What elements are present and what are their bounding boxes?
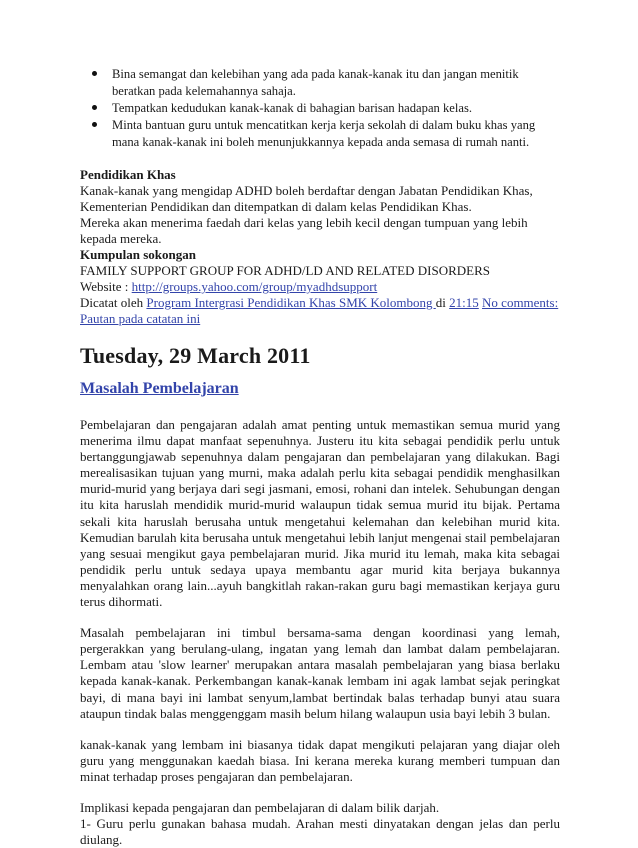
section-heading: Pendidikan Khas xyxy=(80,167,176,182)
bullet-icon xyxy=(92,71,97,76)
pendidikan-khas-section xyxy=(80,167,560,247)
post-footer xyxy=(80,295,560,327)
post-paragraph: Pembelajaran dan pengajaran adalah amat penting untuk memastikan semua murid yang menerima ilmu dapat manfaat sepenuhnya. Justeru itu kita sebagai pendidik perlu untuk bertanggungjawab sepenuhnya dalam pengajaran dan pembelajaran yang dilakukan. Bagi merealisasikan tujuan yang murni, maka adalah perlu kita sebagai pendidik menghasilkan murid-murid yang berjaya dari segi jasmani, emosi, rohani dan intelek. Sehubungan dengan itu kita haruslah mendidik murid-murid walaupun tidak semua murid itu bijak. Pertama sekali kita haruslah berusaha untuk mengetahui kelemahan dan kelebihan murid kita. Kemudian barulah kita berusaha untuk mengetahui lebih lanjut mengenai stail pembelajaran yang sesuai mengikut gaya pembelajaran murid. Jika murid itu lemah, maka kita sebagai pendidik perlu untuk sedaya upaya membantu agar murid kita berjaya bukannya menyalahkan orang lain...ayuh bangkitlah rakan-rakan guru bagi memastikan kerjaya guru terus dihormati. xyxy=(80,417,560,610)
list-item-text: Tempatkan kedudukan kanak-kanak di bahagian barisan hadapan kelas. xyxy=(112,101,472,115)
list-item xyxy=(80,100,560,117)
group-name: FAMILY SUPPORT GROUP FOR ADHD/LD AND RELATED DISORDERS xyxy=(80,263,491,278)
section-text: Kanak-kanak yang mengidap ADHD boleh berdaftar dengan Jabatan Pendidikan Khas, Kementerian Pendidikan dan ditempatkan di dalam kelas Pendidikan Khas. xyxy=(80,183,533,214)
support-group-section xyxy=(80,247,560,295)
bullet-icon xyxy=(92,105,97,110)
post-title-link[interactable]: Masalah Pembelajaran xyxy=(80,380,239,397)
tips-list xyxy=(80,66,560,151)
list-item-text: Minta bantuan guru untuk mencatitkan kerja kerja sekolah di dalam buku khas yang mana kanak-kanak ini boleh menunjukkannya kepada anda semasa di rumah nanti. xyxy=(112,118,536,149)
post-paragraph: kanak-kanak yang lembam ini biasanya tidak dapat mengikuti pelajaran yang diajar oleh guru yang menggunakan kaedah biasa. Ini kerana mereka kurang memberi tumpuan dan minat terhadap proses pengajaran dan pembelajaran. xyxy=(80,736,560,784)
post-paragraph: Masalah pembelajaran ini timbul bersama-sama dengan koordinasi yang lemah, pergerakkan yang berulang-ulang, ingatan yang lemah dan lambat dalam pembelajaran. Lembam atau 'slow learner' merupakan antara masalah pembelajaran yang biasa berlaku kepada kanak-kanak. Perkembangan kanak-kanak lembam ini agak lambat sejak peringkat bayi, di mana bayi ini lambat senyum,lambat bertindak balas terhadap bunyi atau suara ataupun tindak balas menggenggam masih belum hilang walaupun usia bayi lebih 3 bulan. xyxy=(80,625,560,721)
page-content xyxy=(80,66,560,848)
posted-by-label: Dicatat oleh xyxy=(80,295,147,310)
author-link[interactable]: Program Intergrasi Pendidikan Khas SMK Kolombong xyxy=(146,295,436,310)
list-item-text: Bina semangat dan kelebihan yang ada pada kanak-kanak itu dan jangan menitik beratkan pada kelemahannya sahaja. xyxy=(112,67,519,98)
list-item xyxy=(80,117,560,151)
section-heading: Kumpulan sokongan xyxy=(80,247,196,262)
implikasi-item: 1- Guru perlu gunakan bahasa mudah. Arahan mesti dinyatakan dengan jelas dan perlu diulang. xyxy=(80,816,560,848)
bullet-icon xyxy=(92,122,97,127)
timestamp-link[interactable]: 21:15 xyxy=(449,295,479,310)
comments-link[interactable]: No comments: xyxy=(482,295,559,310)
date-header: Tuesday, 29 March 2011 xyxy=(80,343,311,368)
permalink-link[interactable]: Pautan pada catatan ini xyxy=(80,311,201,326)
website-line xyxy=(80,279,560,295)
website-label: Website : xyxy=(80,279,132,294)
list-item xyxy=(80,66,560,100)
implikasi-heading: Implikasi kepada pengajaran dan pembelajaran di dalam bilik darjah. xyxy=(80,799,440,815)
at-label: di xyxy=(435,295,450,310)
website-link[interactable]: http://groups.yahoo.com/group/myadhdsupport xyxy=(131,279,378,294)
section-text: Mereka akan menerima faedah dari kelas yang lebih kecil dengan tumpuan yang lebih kepada mereka. xyxy=(80,215,528,246)
implikasi-block xyxy=(80,800,560,848)
